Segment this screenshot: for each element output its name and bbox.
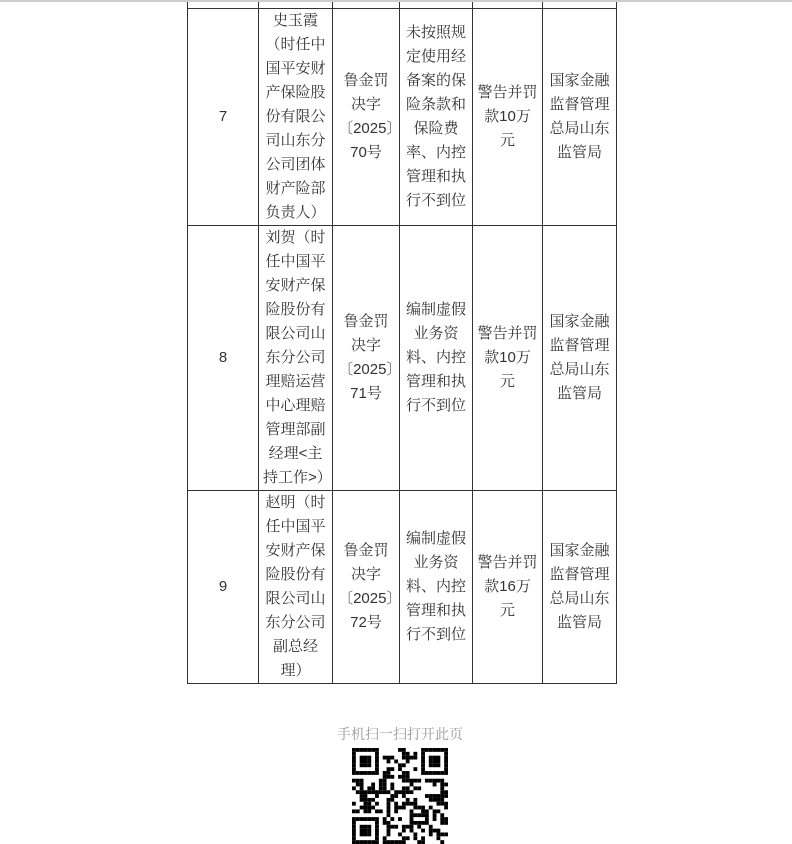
cell-authority: 国家金融监督管理总局山东监管局 [543, 226, 617, 491]
cell-person: 刘贺（时任中国平安财产保险股份有限公司山东分公司理赔运营中心理赔管理部副经理<主持工作>） [259, 226, 333, 491]
cell-seq-no: 7 [188, 9, 259, 226]
cell-violation: 未按照规定使用经备案的保险条款和保险费率、内控管理和执行不到位 [400, 9, 473, 226]
cell-violation: 编制虚假业务资料、内控管理和执行不到位 [400, 491, 473, 684]
cell-penalty: 警告并罚款16万元 [473, 491, 543, 684]
cell-authority: 国家金融监督管理总局山东监管局 [543, 9, 617, 226]
cell-authority: 国家金融监督管理总局山东监管局 [543, 491, 617, 684]
cell-penalty: 警告并罚款10万元 [473, 9, 543, 226]
cell-person: 史玉霞（时任中国平安财产保险股份有限公司山东分公司团体财产险部负责人） [259, 9, 333, 226]
cell-penalty: 警告并罚款10万元 [473, 226, 543, 491]
cell-seq-no: 9 [188, 491, 259, 684]
cell-person: 赵明（时任中国平安财产保险股份有限公司山东分公司副总经理） [259, 491, 333, 684]
penalty-table [187, 2, 617, 684]
qr-code-icon [352, 748, 448, 844]
cell-doc-no: 鲁金罚决字〔2025〕70号 [333, 9, 400, 226]
scan-hint-text: 手机扫一扫打开此页 [337, 726, 463, 742]
table-row [188, 226, 617, 491]
cell-doc-no: 鲁金罚决字〔2025〕72号 [333, 491, 400, 684]
cell-seq-no: 8 [188, 226, 259, 491]
table-row [188, 9, 617, 226]
cell-violation: 编制虚假业务资料、内控管理和执行不到位 [400, 226, 473, 491]
table-row [188, 491, 617, 684]
cell-doc-no: 鲁金罚决字〔2025〕71号 [333, 226, 400, 491]
